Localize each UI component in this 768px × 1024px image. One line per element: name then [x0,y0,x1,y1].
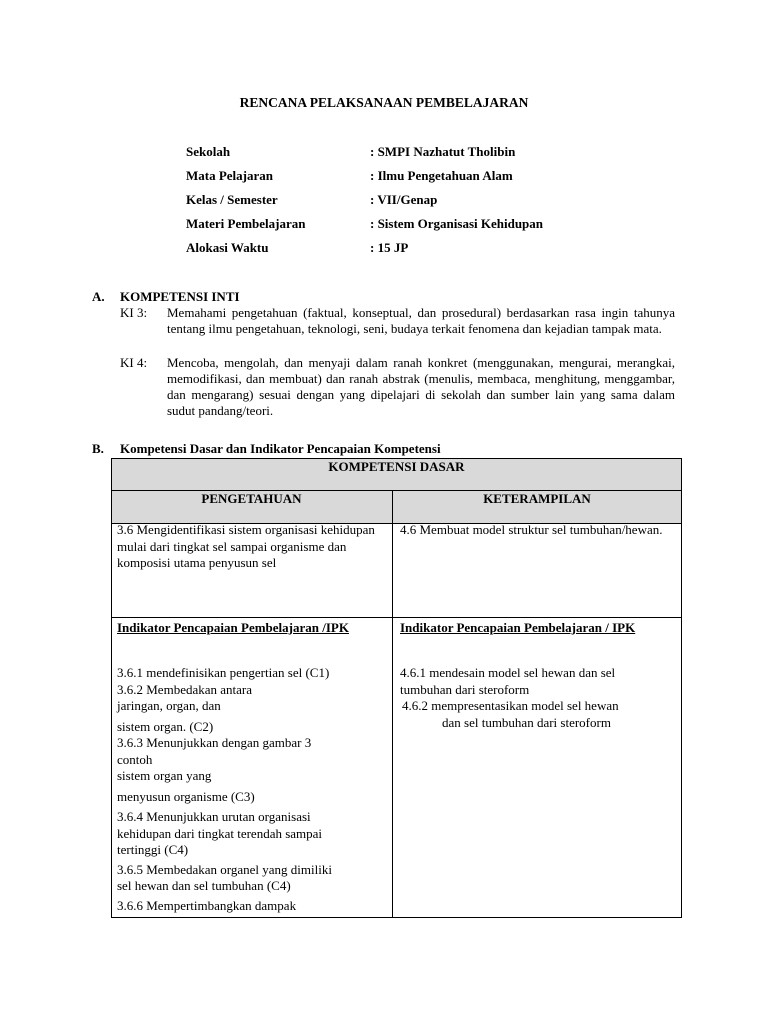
list-item: 3.6.4 Menunjukkan urutan organisasi [117,809,311,824]
ki3-block [120,305,675,337]
list-item: menyusun organisme (C3) [117,788,255,804]
list-item: 3.6.5 Membedakan organel yang dimiliki [117,861,332,877]
info-key: Mata Pelajaran [186,168,274,183]
list-item: 3.6.3 Menunjukkan dengan gambar 3 [117,735,312,750]
section-number: B. [92,441,104,456]
section-title: Kompetensi Dasar dan Indikator Pencapaian Kompetensi [120,441,441,456]
info-value: : Sistem Organisasi Kehidupan [370,216,544,231]
kd-skill: 4.6 Membuat model struktur sel tumbuhan/hewan. [400,522,663,537]
list-item: jaringan, organ, dan [117,698,221,713]
list-item: 3.6.2 Membedakan antara [117,681,253,697]
ki3-label: KI 3: [120,305,148,320]
table-header: KOMPETENSI DASAR [328,459,465,474]
document-title: RENCANA PELAKSANAAN PEMBELAJARAN [239,95,529,110]
table-border [111,458,112,918]
list-item: contoh [117,751,153,767]
table-border [111,617,682,618]
info-key: Kelas / Semester [186,192,278,207]
list-item: dan sel tumbuhan dari steroform [442,714,611,730]
ki3-text: Memahami pengetahuan (faktual, konseptual, dan prosedural) berdasarkan rasa ingin tahunya tentang ilmu pengetahuan, teknologi, seni, budaya terkait fenomena dan kejadian tampak mata. [167,305,675,336]
info-key: Alokasi Waktu [186,240,269,255]
list-item: 3.6.6 Mempertimbangkan dampak [117,897,297,913]
info-key: Sekolah [186,144,231,159]
info-value: : Ilmu Pengetahuan Alam [370,168,513,183]
list-item: sistem organ yang [117,768,212,783]
table-border [111,917,682,918]
info-value: : 15 JP [370,240,409,255]
list-item: 3.6.1 mendefinisikan pengertian sel (C1) [117,665,330,680]
column-header-knowledge: PENGETAHUAN [201,491,302,506]
ki4-label: KI 4: [120,355,148,370]
list-item: tertinggi (C4) [117,842,189,857]
ki4-block [120,355,675,419]
list-item: 4.6.2 mempresentasikan model sel hewan [402,698,619,713]
ipk-knowledge-heading: Indikator Pencapaian Pembelajaran /IPK [117,620,349,635]
info-value: : SMPI Nazhatut Tholibin [370,144,516,159]
list-item: tumbuhan dari steroform [400,681,530,697]
ipk-skill-list [400,665,676,731]
ipk-skill-heading: Indikator Pencapaian Pembelajaran / IPK [400,620,636,635]
list-item: sistem organ. (C2) [117,718,214,734]
info-key: Materi Pembelajaran [186,216,306,231]
table-border [392,490,393,918]
info-value: : VII/Genap [370,192,438,207]
section-number: A. [92,289,105,304]
list-item: sel hewan dan sel tumbuhan (C4) [117,878,291,893]
column-header-skill: KETERAMPILAN [483,491,591,506]
list-item: 4.6.1 mendesain model sel hewan dan sel [400,665,616,680]
kd-knowledge: 3.6 Mengidentifikasi sistem organisasi kehidupan mulai dari tingkat sel sampai organisme dan komposisi utama penyusun sel [117,522,375,570]
table-border [681,458,682,918]
ki4-text: Mencoba, mengolah, dan menyaji dalam ranah konkret (menggunakan, mengurai, merangkai, memodifikasi, dan membuat) dan ranah abstrak (menulis, membaca, menghitung, menggambar, dan mengarang) sesuai dengan yang dipelajari di sekolah dan sumber lain yang sama dalam sudut pandang/teori. [167,355,675,418]
section-title: KOMPETENSI INTI [120,289,240,304]
ipk-knowledge-list [117,665,389,914]
list-item: kehidupan dari tingkat terendah sampai [117,825,323,841]
